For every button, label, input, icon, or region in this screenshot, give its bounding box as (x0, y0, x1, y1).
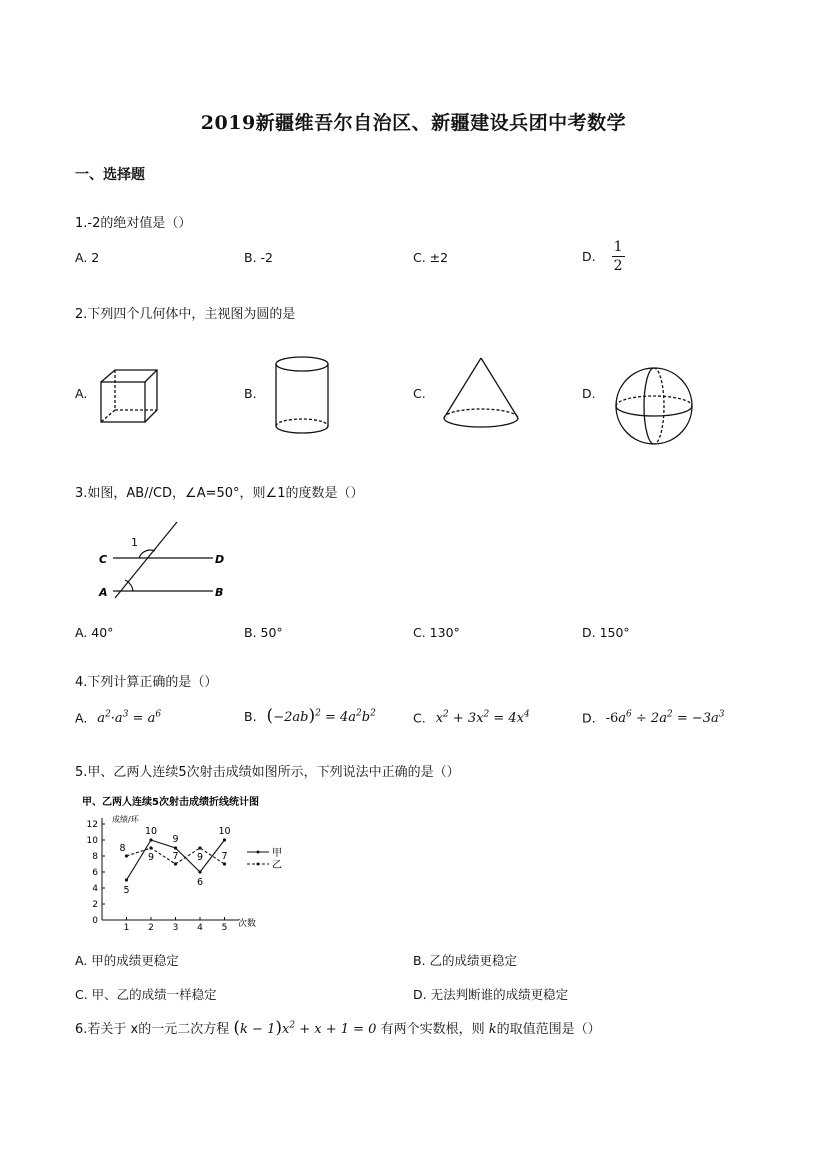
question-2-stem: 2.下列四个几何体中，主视图为圆的是 (75, 307, 296, 322)
data-label: 9 (147, 852, 155, 863)
section-heading: 一、选择题 (75, 167, 145, 183)
y-tick-label: 10 (86, 836, 98, 846)
label-c: C (99, 553, 108, 566)
question-3-stem: 3.如图，AB//CD，∠A=50°，则∠1的度数是（） (75, 486, 364, 501)
q6-equation: $(k - 1)x^2 + x + 1 = 0$ (233, 1018, 377, 1038)
x-tick-label: 4 (197, 923, 203, 932)
q1-option-d-fraction (612, 238, 625, 275)
q6-stem-mid: 的一元二次方程 (138, 1022, 230, 1037)
label-d: D (215, 553, 225, 566)
data-label: 9 (196, 852, 204, 863)
q5-option-b[interactable]: B. 乙的成绩更稳定 (413, 953, 518, 968)
y-tick-label: 4 (92, 884, 98, 894)
data-point (174, 862, 177, 865)
legend-marker (257, 863, 260, 866)
y-tick-label: 6 (92, 868, 98, 878)
data-point (125, 854, 128, 857)
q4-option-b[interactable] (244, 706, 376, 726)
data-label: 7 (221, 851, 228, 862)
q4-option-d-formula: $-6a^6 \div 2a^2 = -3a^3$ (605, 710, 725, 727)
parallel-lines-figure (95, 518, 235, 608)
q4-option-a-formula: $a^2\cdot a^3 = a^6$ (97, 710, 162, 727)
q1-option-d[interactable] (582, 238, 625, 275)
q4-option-c-formula: $x^2 + 3x^2 = 4x^4$ (435, 710, 530, 727)
question-6-stem (75, 1018, 601, 1038)
question-1-stem: 1.-2的绝对值是（） (75, 216, 192, 231)
y-tick-label: 2 (92, 900, 98, 910)
y-tick-label: 8 (92, 852, 98, 862)
y-tick-label: 0 (92, 916, 98, 926)
q5-option-d[interactable]: D. 无法判断谁的成绩更稳定 (413, 987, 569, 1002)
x-tick-label: 1 (123, 923, 130, 932)
q4-option-c[interactable] (413, 710, 530, 726)
sphere-figure (612, 364, 696, 448)
q2-option-c[interactable]: C. (413, 386, 426, 401)
data-label: 8 (119, 843, 126, 854)
q6-stem-end: 的取值范围是（） (496, 1022, 601, 1037)
q1-option-b[interactable]: B. -2 (244, 250, 273, 265)
legend-label: 乙 (272, 860, 282, 871)
q4-option-b-formula: $(-2ab)^2 = 4a^2b^2$ (266, 706, 376, 726)
q4-option-a[interactable] (75, 710, 161, 726)
q4-option-b-label: B. (244, 709, 257, 724)
data-label: 10 (218, 826, 231, 837)
data-point (174, 846, 177, 849)
fraction-denominator: 2 (613, 258, 623, 274)
q3-option-d[interactable]: D. 150° (582, 625, 630, 640)
label-angle-1: 1 (131, 536, 138, 549)
cone-figure (440, 354, 522, 434)
data-point (223, 838, 226, 841)
data-label: 9 (172, 834, 179, 845)
cylinder-figure (272, 354, 332, 438)
x-tick-label: 5 (221, 923, 228, 932)
question-4-stem: 4.下列计算正确的是（） (75, 675, 218, 690)
q4-option-d[interactable] (582, 710, 725, 726)
label-a: A (99, 586, 108, 599)
data-label: 10 (144, 826, 158, 837)
cube-figure (97, 364, 163, 426)
q6-stem-pre: 6.若关于 (75, 1022, 127, 1037)
q4-option-d-label: D. (582, 710, 596, 726)
question-5-stem: 5.甲、乙两人连续5次射击成绩如图所示，下列说法中正确的是（） (75, 765, 460, 780)
data-label: 6 (196, 877, 204, 888)
label-b: B (215, 586, 224, 599)
page-title: 2019新疆维吾尔自治区、新疆建设兵团中考数学 (200, 112, 627, 134)
q4-option-c-label: C. (413, 710, 426, 726)
q6-var-x: x (130, 1022, 139, 1037)
chart-title: 甲、乙两人连续5次射击成绩折线统计图 (82, 797, 259, 808)
q1-option-d-label: D. (582, 249, 596, 264)
data-label: 5 (123, 885, 130, 896)
fraction-numerator: 1 (613, 239, 623, 255)
q6-var-k: k (488, 1022, 497, 1037)
q2-option-b[interactable]: B. (244, 386, 257, 401)
data-point (149, 846, 152, 849)
q1-option-c[interactable]: C. ±2 (413, 250, 449, 265)
q3-option-a[interactable]: A. 40° (75, 625, 114, 640)
x-tick-label: 3 (172, 923, 179, 932)
legend-marker (257, 851, 260, 854)
q3-option-b[interactable]: B. 50° (244, 625, 283, 640)
x-tick-label: 2 (148, 923, 154, 932)
legend-label: 甲 (272, 848, 282, 859)
data-point (198, 870, 201, 873)
q6-stem-post: 有两个实数根，则 (380, 1022, 485, 1037)
q3-option-c[interactable]: C. 130° (413, 625, 460, 640)
score-line-chart (82, 792, 292, 932)
q5-option-a[interactable]: A. 甲的成绩更稳定 (75, 953, 179, 968)
q2-option-d[interactable]: D. (582, 386, 596, 401)
chart-ylabel: 成绩/环 (112, 815, 139, 824)
data-point (125, 878, 128, 881)
q2-option-a[interactable]: A. (75, 386, 88, 401)
data-label: 7 (172, 851, 179, 862)
q1-option-a[interactable]: A. 2 (75, 250, 100, 265)
q4-option-a-label: A. (75, 710, 88, 726)
data-point (198, 846, 201, 849)
q5-option-c[interactable]: C. 甲、乙的成绩一样稳定 (75, 987, 217, 1002)
data-point (223, 862, 226, 865)
data-point (149, 838, 152, 841)
y-tick-label: 12 (86, 820, 98, 830)
chart-xlabel: 次数 (238, 919, 257, 929)
